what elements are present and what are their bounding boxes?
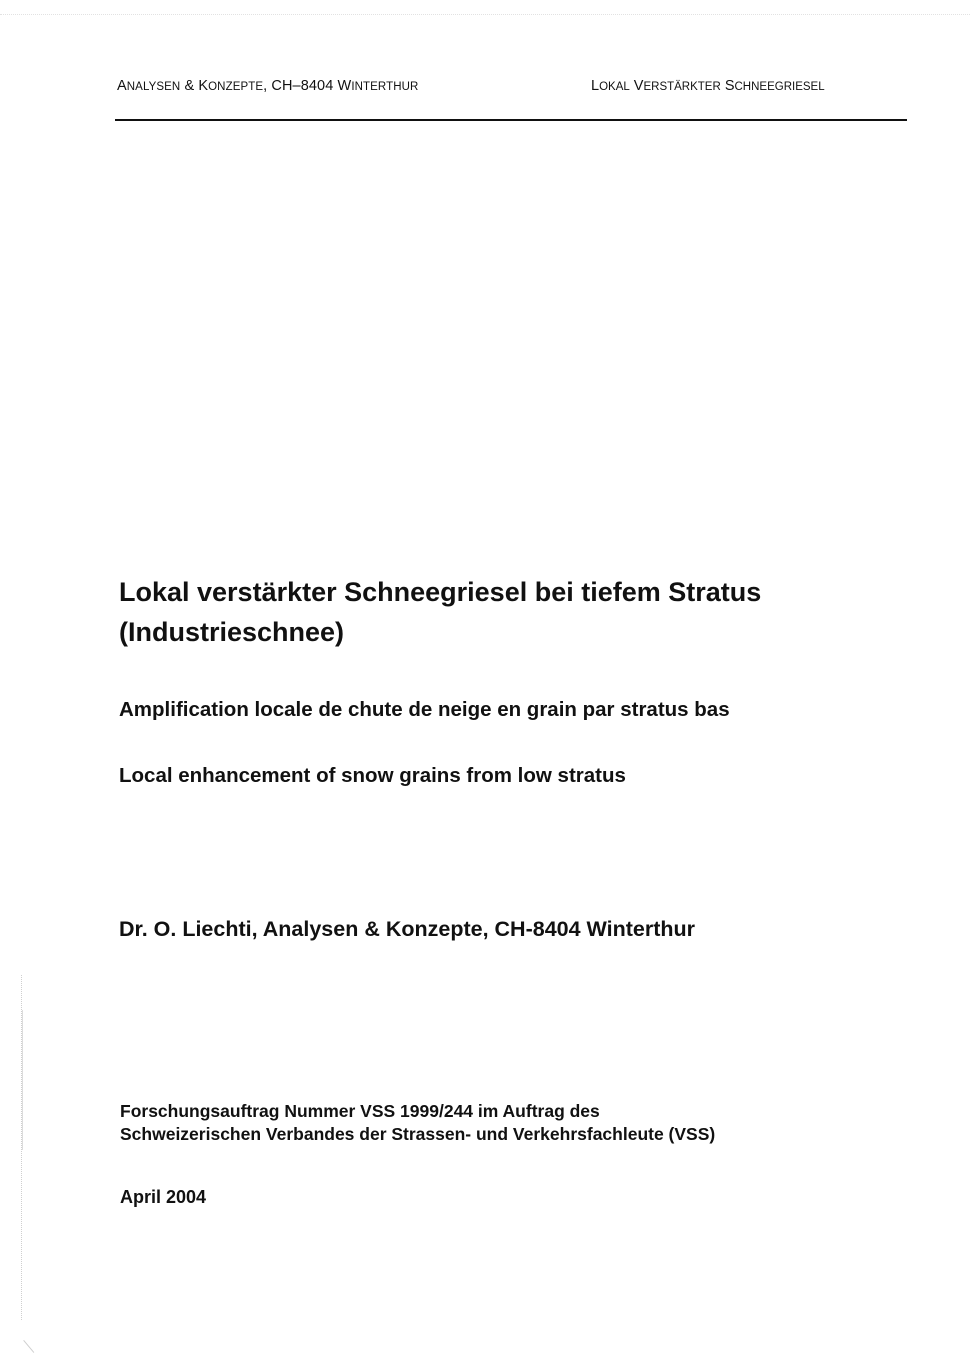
subtitle-french: Amplification locale de chute de neige en grain par stratus bas (119, 698, 730, 721)
header-left-word-3-cap: W (337, 78, 352, 94)
header-left (117, 78, 418, 94)
header-left-ampersand: & (180, 78, 199, 94)
header-right (591, 78, 825, 94)
document-title: Lokal verstärkter Schneegriesel bei tiefem Stratus (Industrieschnee) (119, 577, 762, 647)
header-left-word-2-cap: K (198, 78, 209, 94)
running-header (117, 78, 907, 100)
header-right-text: LOKAL VERSTÄRKTER SCHNEEGRIESEL (591, 78, 825, 94)
scan-artifact-left-line (22, 1010, 23, 1150)
commission-note (120, 1100, 715, 1146)
commission-line-1: Forschungsauftrag Nummer VSS 1999/244 im Auftrag des (120, 1101, 600, 1121)
scan-artifact-top (0, 14, 970, 15)
publication-date: April 2004 (120, 1187, 207, 1207)
scan-artifact-corner (23, 1340, 34, 1353)
header-left-word-1-cap: A (117, 78, 127, 94)
subtitle-english: Local enhancement of snow grains from low stratus (119, 764, 626, 787)
header-rule (115, 119, 907, 121)
header-left-word-2-rest: ONZEPTE (208, 81, 264, 93)
author-line: Dr. O. Liechti, Analysen & Konzepte, CH-8404 Winterthur (119, 917, 696, 941)
header-left-postcode: , CH–8404 (263, 78, 338, 94)
header-left-word-3-rest: INTERTHUR (351, 81, 419, 93)
commission-line-2: Schweizerischen Verbandes der Strassen- und Verkehrsfachleute (VSS) (120, 1124, 716, 1144)
header-left-word-1-rest: NALYSEN (126, 81, 181, 93)
